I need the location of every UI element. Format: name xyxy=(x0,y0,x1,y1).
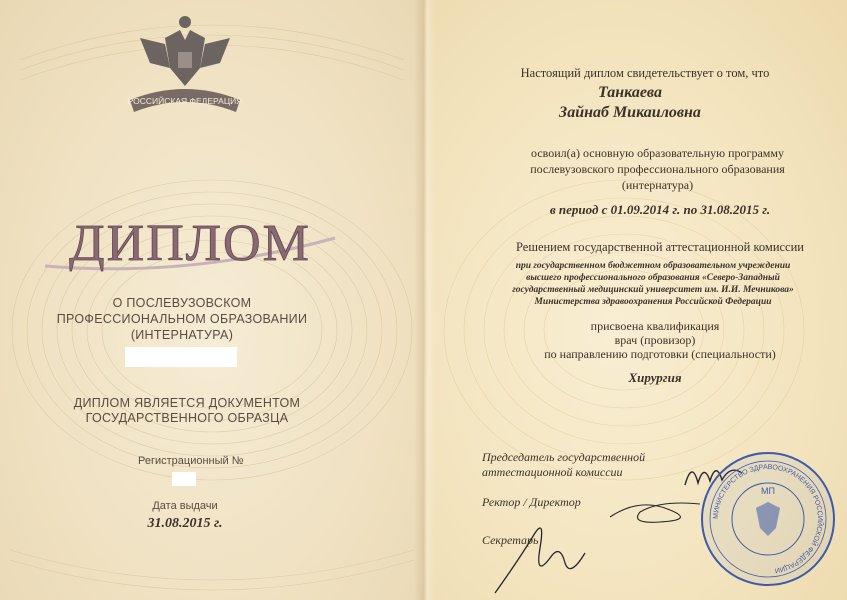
title-text: ДИПЛОМ xyxy=(69,215,311,272)
chair-line-1: Председатель государственной xyxy=(482,450,646,464)
specialty: Хирургия xyxy=(628,370,682,385)
program-line-1: освоил(а) основную образовательную программу xyxy=(531,146,784,160)
institution-line-2: высшего профессионального образования «Северо-Западный xyxy=(526,273,780,283)
program-line-2: послевузовского профессионального образования xyxy=(530,162,785,176)
issue-date-value: 31.08.2015 г. xyxy=(147,516,223,531)
rector-signature xyxy=(600,492,710,532)
institution-line-4: Министерства здравоохранения Российской Федерации xyxy=(534,297,772,307)
banner-text: РОССИЙСКАЯ ФЕДЕРАЦИЯ xyxy=(127,96,243,106)
chair-line-2: аттестационной комиссии xyxy=(482,465,623,479)
subtitle-line-2: ПРОФЕССИОНАЛЬНОМ ОБРАЗОВАНИИ xyxy=(56,312,308,326)
institution-line-3: государственный медицинский университет им. И.И. Мечникова» xyxy=(512,285,794,295)
subtitle-line-1: О ПОСЛЕВУЗОВСКОМ xyxy=(112,296,252,310)
diploma-title xyxy=(40,208,340,278)
subtitle-line-3: (ИНТЕРНАТУРА) xyxy=(130,328,234,342)
redacted-reg-number xyxy=(172,472,196,486)
institution-line-1: при государственном бюджетном образовательном учреждении xyxy=(515,261,791,271)
rector-label: Ректор / Директор xyxy=(482,495,581,509)
commission-text: Решением государственной аттестационной комиссии xyxy=(515,240,804,254)
surname: Танкаева xyxy=(598,84,662,101)
redacted-field xyxy=(125,347,237,367)
center-fold xyxy=(414,0,436,600)
state-line-1: ДИПЛОМ ЯВЛЯЕТСЯ ДОКУМЕНТОМ xyxy=(73,396,301,410)
secretary-signature xyxy=(490,518,600,598)
program-line-3: (интернатура) xyxy=(621,178,694,192)
qualification-line-2: врач (провизор) xyxy=(614,333,696,347)
intro-text: Настоящий диплом свидетельствует о том, что xyxy=(520,66,770,80)
qualification-line-1: присвоена квалификация xyxy=(590,319,720,333)
reg-number-label: Регистрационный № xyxy=(138,455,244,467)
coat-of-arms-emblem xyxy=(120,8,250,128)
secretary-label: Секретарь xyxy=(482,533,539,547)
issue-date-label: Дата выдачи xyxy=(152,500,218,512)
stamp-ring-text: МИНИСТЕРСТВО ЗДРАВООХРАНЕНИЯ РОССИЙСКОЙ ФЕДЕРАЦИИ xyxy=(712,463,824,574)
official-stamp xyxy=(698,448,838,590)
qualification-line-3: по направлению подготовки (специальности) xyxy=(544,347,776,361)
study-period: в период с 01.09.2014 г. по 31.08.2015 г. xyxy=(549,202,771,217)
stamp-center-text: МП xyxy=(761,486,775,496)
given-names: Зайнаб Микаиловна xyxy=(559,104,701,121)
state-line-2: ГОСУДАРСТВЕННОГО ОБРАЗЦА xyxy=(85,411,289,425)
